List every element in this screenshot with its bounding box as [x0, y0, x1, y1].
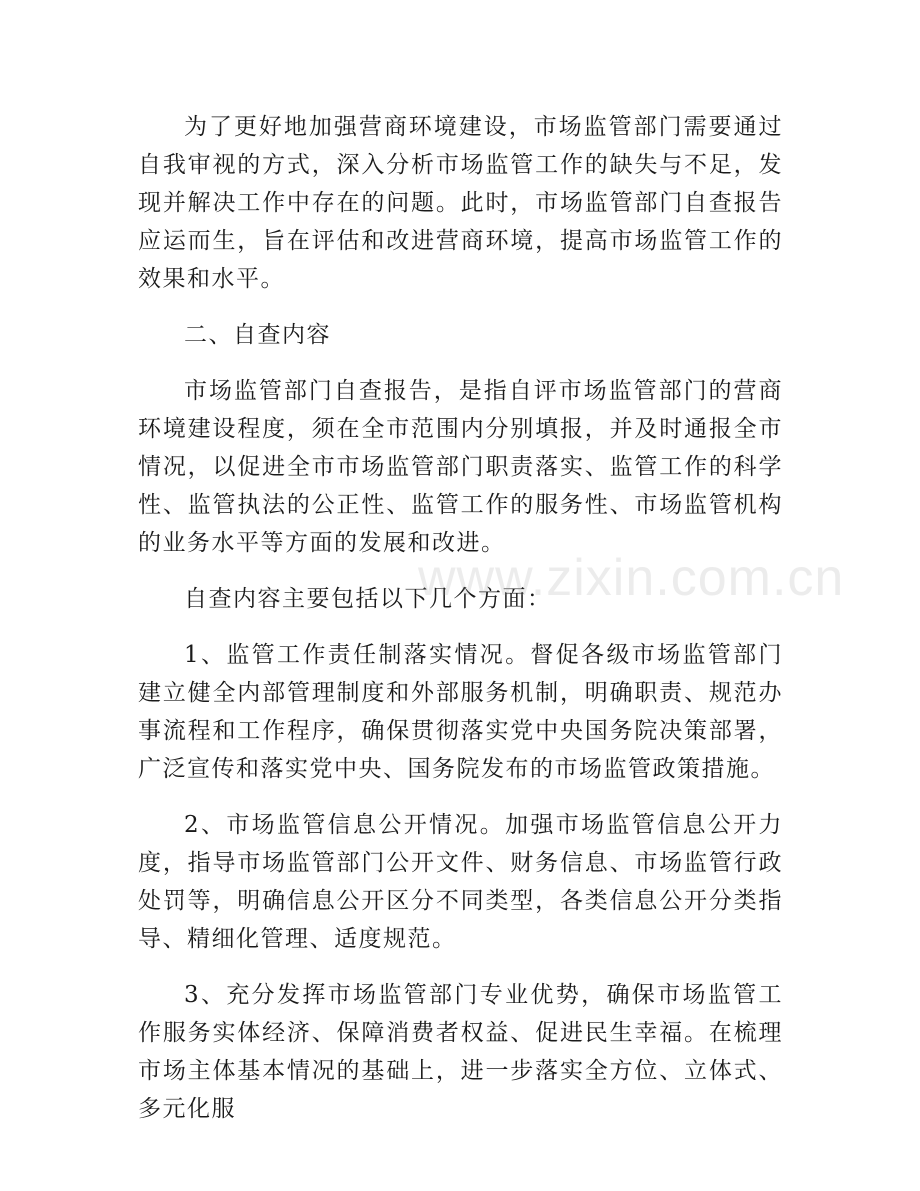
paragraph-definition: 市场监管部门自查报告，是指自评市场监管部门的营商环境建设程度，须在全市范围内分别填报，并及时通报全市情况，以促进全市市场监管部门职责落实、监管工作的科学性、监管执法的公正性、监管工作的服务性、市场监管机构的业务水平等方面的发展和改进。 [138, 378, 783, 556]
paragraph-gap [138, 958, 783, 976]
paragraph-intro: 为了更好地加强营商环境建设，市场监管部门需要通过自我审视的方式，深入分析市场监管工作的缺失与不足，发现并解决工作中存在的问题。此时，市场监管部门自查报告应运而生，旨在评估和改进营商环境，提高市场监管工作的效果和水平。 [138, 114, 783, 292]
list-item-2: 2、市场监管信息公开情况。加强市场监管信息公开力度，指导市场监管部门公开文件、财务信息、市场监管行政处罚等，明确信息公开区分不同类型，各类信息公开分类指导、精细化管理、适度规范。 [138, 812, 783, 952]
document-body [138, 108, 783, 1128]
list-item-3: 3、充分发挥市场监管部门专业优势，确保市场监管工作服务实体经济、保障消费者权益、促进民生幸福。在梳理市场主体基本情况的基础上，进一步落实全方位、立体式、多元化服 [138, 982, 783, 1122]
paragraph-gap [138, 562, 783, 580]
paragraph-gap [138, 298, 783, 316]
paragraph-gap [138, 354, 783, 372]
paragraph-gap [138, 788, 783, 806]
paragraph-gap [138, 618, 783, 636]
paragraph-list-intro: 自查内容主要包括以下几个方面： [184, 586, 552, 612]
list-item-1: 1、监管工作责任制落实情况。督促各级市场监管部门建立健全内部管理制度和外部服务机制，明确职责、规范办事流程和工作程序，确保贯彻落实党中央国务院决策部署，广泛宣传和落实党中央、国务院发布的市场监管政策措施。 [138, 642, 783, 782]
section-heading: 二、自查内容 [184, 322, 331, 348]
watermark-logo: www.zixin.com.cn [418, 549, 845, 607]
